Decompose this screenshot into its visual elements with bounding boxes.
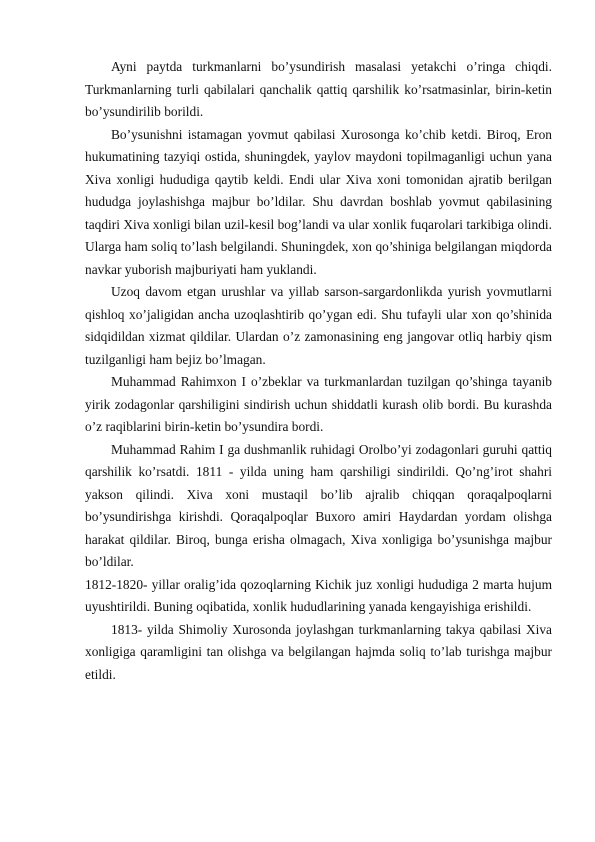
paragraph-5: Muhammad Rahim I ga dushmanlik ruhidagi Orolbo’yi zodagonlari guruhi qattiq qarshilik ko’rsatdi. 1811 - yilda uning ham qarshiligi sindirildi. Qo’ng’irot shahri yakson qilindi. Xiva xoni mustaqil bo’lib ajralib chiqqan qoraqalpoqlarni bo’ysundirishga kirishdi. Qoraqalpoqlar Buxoro amiri Haydardan yordam olishga harakat qildilar. Biroq, bunga erisha olmagach, Xiva xonligiga bo’ysunishga majbur bo’ldilar. bbox=[85, 441, 552, 569]
paragraph-4: Muhammad Rahimxon I o’zbeklar va turkmanlardan tuzilgan qo’shinga tayanib yirik zodagonlar qarshiligini sindirish uchun shiddatli kurash olib bordi. Bu kurashda o’z raqiblarini birin-ketin bo’ysundira bordi. bbox=[85, 374, 552, 434]
document-page bbox=[85, 56, 552, 686]
paragraph-7: 1813- yilda Shimoliy Xurosonda joylashgan turkmanlarning takya qabilasi Xiva xonligiga qaramligini tan olishga va belgilangan hajmda soliq to’lab turishga majbur etildi. bbox=[85, 621, 552, 682]
paragraph-1: Ayni paytda turkmanlarni bo’ysundirish masalasi yetakchi o’ringa chiqdi. Turkmanlarning turli qabilalari qanchalik qattiq qarshilik ko’rsatmasinlar, birin-ketin bo’ysundirilib borildi. bbox=[85, 59, 552, 119]
paragraph-3: Uzoq davom etgan urushlar va yillab sarson-sargardonlikda yurish yovmutlarni qishloq xo’jaligidan ancha uzoqlashtirib qo’ygan edi. Shu tufayli ular xon qo’shinida sidqidildan xizmat qildilar. Ulardan o’z zamonasining eng jangovar otliq harbiy qism tuzilganligi ham bejiz bo’lmagan. bbox=[85, 284, 552, 367]
paragraph-6: 1812-1820- yillar oralig’ida qozoqlarning Kichik juz xonligi hududiga 2 marta hujum uyushtirildi. Buning oqibatida, xonlik hududlarining yanada kengayishiga erishildi. bbox=[85, 576, 552, 614]
paragraph-2: Bo’ysunishni istamagan yovmut qabilasi Xurosonga ko’chib ketdi. Biroq, Eron hukumatining tazyiqi ostida, shuningdek, yaylov maydoni topilmaganligi uchun yana Xiva xonligi hududiga qaytib keldi. Endi ular Xiva xoni tomonidan ajratib berilgan hududga joylashishga majbur bo’ldilar. Shu davrdan boshlab yovmut qabilasining taqdiri Xiva xonligi bilan uzil-kesil bog’landi va ular xonlik fuqarolari tarkibiga olindi. Ularga ham soliq to’lash belgilandi. Shuningdek, xon qo’shiniga belgilangan miqdorda navkar yuborish majburiyati ham yuklandi. bbox=[85, 126, 552, 277]
